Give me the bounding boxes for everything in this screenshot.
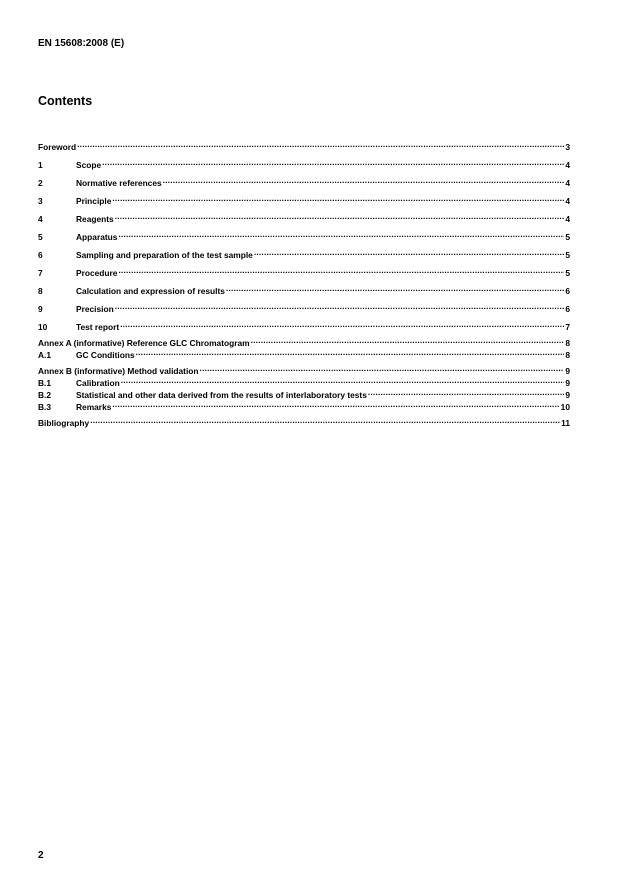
toc-entry-number: B.2 <box>38 390 52 400</box>
toc-leader-dots <box>115 210 565 222</box>
toc-leader-dots <box>112 398 559 410</box>
toc-entry-number: 8 <box>38 286 43 296</box>
toc-entry-page: 9 <box>565 378 570 388</box>
toc-entry-page: 8 <box>565 338 570 348</box>
toc-entry-annex-b[interactable] <box>38 362 570 374</box>
toc-entry-label: GC Conditions <box>76 350 135 360</box>
toc-entry-statistical-data[interactable] <box>38 386 570 398</box>
toc-entry-number: 6 <box>38 250 43 260</box>
toc-leader-dots <box>251 334 565 346</box>
toc-entry-label: Statistical and other data derived from the results of interlaboratory tests <box>76 390 367 400</box>
toc-entry-page: 6 <box>565 304 570 314</box>
page-number: 2 <box>38 850 44 861</box>
toc-entry-number: 9 <box>38 304 43 314</box>
toc-entry-label: Principle <box>76 196 112 206</box>
toc-entry-page: 4 <box>565 178 570 188</box>
toc-entry-number: B.1 <box>38 378 52 388</box>
toc-entry-label: Apparatus <box>76 232 118 242</box>
toc-entry-label: Procedure <box>76 268 118 278</box>
toc-entry-bibliography[interactable] <box>38 414 570 426</box>
toc-entry-sampling[interactable] <box>38 246 570 258</box>
toc-leader-dots <box>112 192 564 204</box>
toc-entry-number: B.3 <box>38 402 52 412</box>
toc-entry-label: Scope <box>76 160 102 170</box>
toc-entry-label: Annex A (informative) Reference GLC Chromatogram <box>38 338 250 348</box>
toc-entry-number: 7 <box>38 268 43 278</box>
toc-leader-dots <box>115 300 565 312</box>
toc-entry-calculation[interactable] <box>38 282 570 294</box>
toc-entry-procedure[interactable] <box>38 264 570 276</box>
toc-entry-remarks[interactable] <box>38 398 570 410</box>
toc-entry-page: 5 <box>565 250 570 260</box>
toc-entry-number: 1 <box>38 160 43 170</box>
toc-entry-page: 9 <box>565 390 570 400</box>
toc-leader-dots <box>254 246 564 258</box>
toc-entry-label: Normative references <box>76 178 162 188</box>
toc-entry-number: 3 <box>38 196 43 206</box>
toc-entry-gc-conditions[interactable] <box>38 346 570 358</box>
toc-entry-apparatus[interactable] <box>38 228 570 240</box>
toc-entry-page: 4 <box>565 196 570 206</box>
toc-entry-page: 10 <box>560 402 570 412</box>
toc-entry-label: Calculation and expression of results <box>76 286 225 296</box>
toc-entry-number: 4 <box>38 214 43 224</box>
table-of-contents <box>38 138 570 426</box>
toc-leader-dots <box>136 346 565 358</box>
toc-entry-normative-references[interactable] <box>38 174 570 186</box>
toc-entry-scope[interactable] <box>38 156 570 168</box>
toc-leader-dots <box>368 386 564 398</box>
toc-entry-page: 5 <box>565 232 570 242</box>
toc-leader-dots <box>226 282 564 294</box>
toc-leader-dots <box>77 138 564 150</box>
toc-entry-page: 5 <box>565 268 570 278</box>
toc-entry-label: Calibration <box>76 378 120 388</box>
toc-leader-dots <box>120 318 564 330</box>
toc-leader-dots <box>90 414 560 426</box>
toc-entry-page: 9 <box>565 366 570 376</box>
toc-leader-dots <box>121 374 565 386</box>
toc-entry-number: 2 <box>38 178 43 188</box>
toc-entry-label: Precision <box>76 304 114 314</box>
toc-entry-label: Remarks <box>76 402 112 412</box>
toc-entry-page: 7 <box>565 322 570 332</box>
toc-entry-label: Sampling and preparation of the test sample <box>76 250 253 260</box>
toc-entry-page: 6 <box>565 286 570 296</box>
toc-leader-dots <box>102 156 564 168</box>
toc-entry-page: 4 <box>565 214 570 224</box>
toc-entry-calibration[interactable] <box>38 374 570 386</box>
toc-entry-label: Foreword <box>38 142 77 152</box>
toc-entry-test-report[interactable] <box>38 318 570 330</box>
document-header: EN 15608:2008 (E) <box>38 38 125 49</box>
toc-entry-number: 10 <box>38 322 48 332</box>
toc-entry-number: A.1 <box>38 350 52 360</box>
toc-leader-dots <box>200 362 565 374</box>
toc-entry-label: Test report <box>76 322 120 332</box>
toc-entry-page: 8 <box>565 350 570 360</box>
toc-entry-precision[interactable] <box>38 300 570 312</box>
toc-entry-page: 4 <box>565 160 570 170</box>
toc-entry-label: Bibliography <box>38 418 90 428</box>
toc-leader-dots <box>118 228 564 240</box>
toc-leader-dots <box>118 264 564 276</box>
toc-entry-annex-a[interactable] <box>38 334 570 346</box>
toc-entry-reagents[interactable] <box>38 210 570 222</box>
toc-entry-principle[interactable] <box>38 192 570 204</box>
contents-title: Contents <box>38 94 93 108</box>
toc-entry-label: Annex B (informative) Method validation <box>38 366 199 376</box>
toc-entry-page: 11 <box>561 418 570 428</box>
toc-entry-page: 3 <box>565 142 570 152</box>
toc-leader-dots <box>163 174 565 186</box>
toc-entry-foreword[interactable] <box>38 138 570 150</box>
toc-entry-number: 5 <box>38 232 43 242</box>
toc-entry-label: Reagents <box>76 214 114 224</box>
